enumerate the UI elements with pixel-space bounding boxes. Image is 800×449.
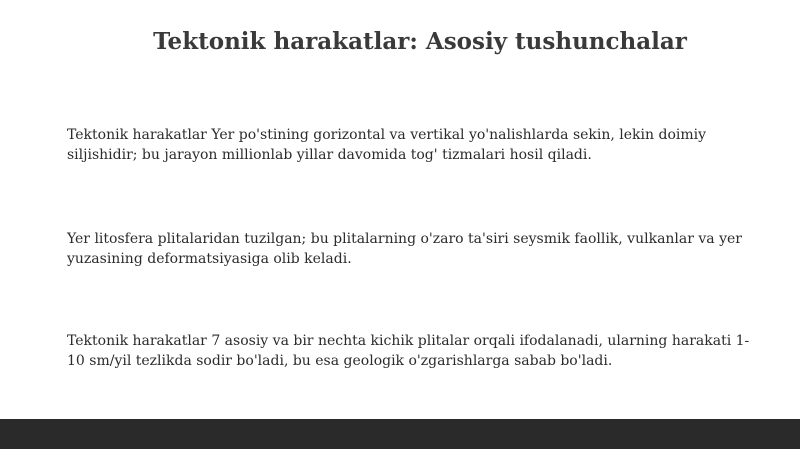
paragraph-2: Yer litosfera plitalaridan tuzilgan; bu plitalarning o'zaro ta'siri seysmik faollik, vulkanlar va yer yuzasining deformatsiyasiga olib keladi. [67,231,742,267]
slide-title: Tektonik harakatlar: Asosiy tushunchalar [153,28,687,55]
paragraph-3: Tektonik harakatlar 7 asosiy va bir nechta kichik plitalar orqali ifodalanadi, ularning harakati 1-10 sm/yil tezlikda sodir bo'ladi, bu esa geologik o'zgarishlarga sabab bo'ladi. [67,333,750,369]
bottom-bar [0,419,800,449]
paragraph-1: Tektonik harakatlar Yer po'stining gorizontal va vertikal yo'nalishlarda sekin, lekin doimiy siljishidir; bu jarayon millionlab yillar davomida tog' tizmalari hosil qiladi. [67,127,707,163]
